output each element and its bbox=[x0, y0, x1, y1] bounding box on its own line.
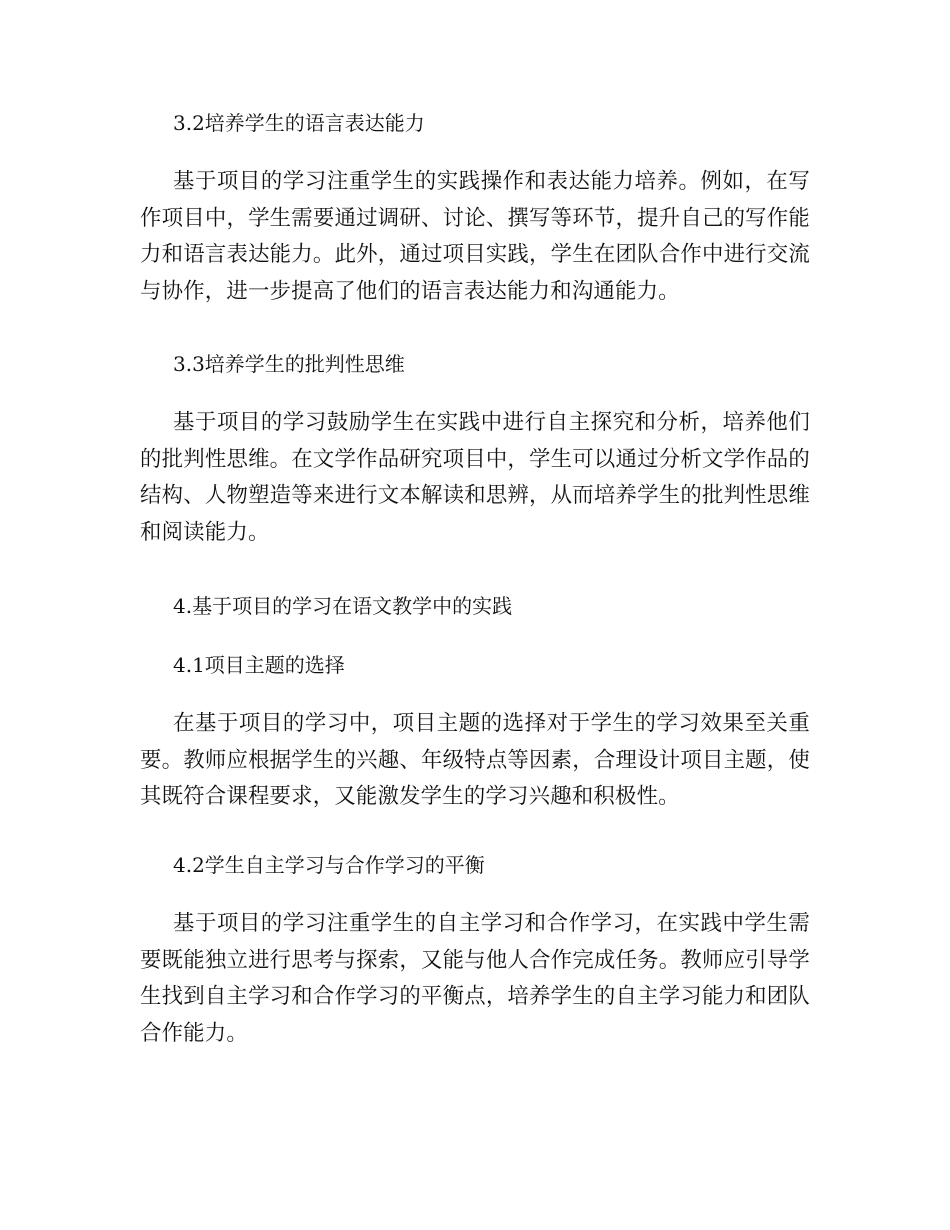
section-heading-3-2: 3.2培养学生的语言表达能力 bbox=[173, 111, 425, 135]
section-heading-4: 4.基于项目的学习在语文教学中的实践 bbox=[173, 594, 513, 618]
section-heading-4-1: 4.1项目主题的选择 bbox=[173, 653, 345, 677]
section-paragraph-4-1: 在基于项目的学习中，项目主题的选择对于学生的学习效果至关重要。教师应根据学生的兴趣、年级特点等因素，合理设计项目主题，使其既符合课程要求，又能激发学生的学习兴趣和积极性。 bbox=[140, 711, 810, 809]
section-paragraph-3-3: 基于项目的学习鼓励学生在实践中进行自主探究和分析，培养他们的批判性思维。在文学作品研究项目中，学生可以通过分析文学作品的结构、人物塑造等来进行文本解读和思辨，从而培养学生的批判性思维和阅读能力。 bbox=[140, 410, 810, 545]
section-heading-3-3: 3.3培养学生的批判性思维 bbox=[173, 352, 405, 376]
section-paragraph-4-2: 基于项目的学习注重学生的自主学习和合作学习，在实践中学生需要既能独立进行思考与探索，又能与他人合作完成任务。教师应引导学生找到自主学习和合作学习的平衡点，培养学生的自主学习能力和团队合作能力。 bbox=[140, 911, 810, 1046]
section-paragraph-3-2: 基于项目的学习注重学生的实践操作和表达能力培养。例如，在写作项目中，学生需要通过调研、讨论、撰写等环节，提升自己的写作能力和语言表达能力。此外，通过项目实践，学生在团队合作中进行交流与协作，进一步提高了他们的语言表达能力和沟通能力。 bbox=[140, 169, 810, 304]
section-heading-4-2: 4.2学生自主学习与合作学习的平衡 bbox=[173, 853, 485, 877]
